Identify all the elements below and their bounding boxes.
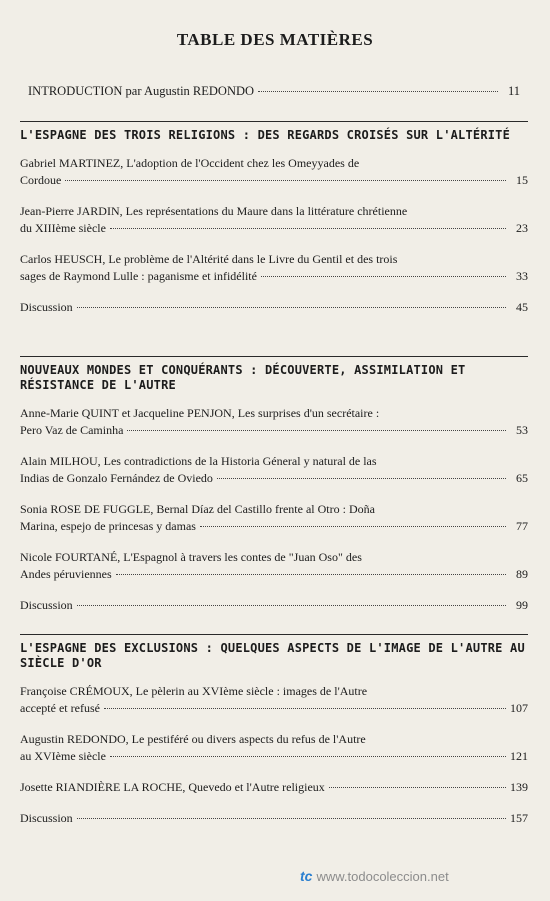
entry-line: Discussion: [20, 598, 73, 612]
entry-line: Nicole FOURTANÉ, L'Espagnol à travers les contes de "Juan Oso" des: [20, 550, 362, 564]
entry-line: Françoise CRÉMOUX, Le pèlerin au XVIème siècle : images de l'Autre: [20, 684, 368, 698]
entry-line: Carlos HEUSCH, Le problème de l'Altérité dans le Livre du Gentil et des trois: [20, 252, 398, 266]
entry-line: sages de Raymond Lulle : paganisme et infidélité: [20, 269, 257, 283]
toc-entry: [20, 155, 528, 189]
entry-page: 107: [510, 701, 528, 715]
entry-line: Gabriel MARTINEZ, L'adoption de l'Occident chez les Omeyyades de: [20, 156, 360, 170]
section-2: [20, 356, 528, 628]
leader-dots: [258, 91, 498, 92]
leader-dots: [329, 787, 506, 788]
entry-page: 15: [516, 173, 528, 187]
entry-line: Jean-Pierre JARDIN, Les représentations du Maure dans la littérature chrétienne: [20, 204, 408, 218]
leader-dots: [200, 526, 506, 527]
watermark-text: www.todocoleccion.net: [316, 868, 449, 884]
entry-line: du XIIIème siècle: [20, 221, 106, 235]
entry-page: 99: [516, 598, 528, 612]
section-1: [20, 121, 528, 330]
leader-dots: [116, 574, 506, 575]
leader-dots: [77, 818, 506, 819]
toc-entry: [20, 549, 528, 583]
entry-page: 23: [516, 221, 528, 235]
leader-dots: [127, 430, 506, 431]
leader-dots: [110, 228, 506, 229]
entry-line: Alain MILHOU, Les contradictions de la Historia Géneral y natural de las: [20, 454, 377, 468]
entry-page: 89: [516, 567, 528, 581]
section-heading: L'ESPAGNE DES TROIS RELIGIONS : DES REGARDS CROISÉS SUR L'ALTÉRITÉ: [20, 128, 511, 142]
toc-entry: [20, 597, 528, 614]
entry-page: 157: [510, 811, 528, 825]
entry-page: 77: [516, 519, 528, 533]
entry-line: Josette RIANDIÈRE LA ROCHE, Quevedo et l'Autre religieux: [20, 780, 325, 794]
entry-line: Andes péruviennes: [20, 567, 112, 581]
introduction-text: INTRODUCTION par Augustin REDONDO: [28, 84, 255, 98]
watermark: [300, 868, 449, 884]
toc-entry: [20, 810, 528, 827]
entry-line: Augustin REDONDO, Le pestiféré ou divers aspects du refus de l'Autre: [20, 732, 366, 746]
leader-dots: [77, 605, 506, 606]
leader-dots: [110, 756, 506, 757]
leader-dots: [65, 180, 506, 181]
entry-page: 139: [510, 780, 528, 794]
entry-page: 53: [516, 423, 528, 437]
section-rule: [20, 356, 528, 357]
toc-entry: [20, 501, 528, 535]
entry-line: Indias de Gonzalo Fernández de Oviedo: [20, 471, 213, 485]
introduction-page: 11: [507, 84, 520, 98]
section-3: [20, 634, 528, 841]
entry-page: 33: [516, 269, 528, 283]
introduction-entry: [28, 84, 520, 99]
toc-entry: [20, 405, 528, 439]
entry-page: 65: [516, 471, 528, 485]
page-title: TABLE DES MATIÈRES: [176, 30, 374, 49]
entry-line: Discussion: [20, 300, 73, 314]
entry-line: Anne-Marie QUINT et Jacqueline PENJON, Les surprises d'un secrétaire :: [20, 406, 380, 420]
entry-page: 121: [510, 749, 528, 763]
entry-line: Marina, espejo de princesas y damas: [20, 519, 196, 533]
toc-entry: [20, 683, 528, 717]
section-heading: NOUVEAUX MONDES ET CONQUÉRANTS : DÉCOUVERTE, ASSIMILATION ET RÉSISTANCE DE L'AUTRE: [20, 363, 466, 392]
leader-dots: [104, 708, 506, 709]
toc-entry: [20, 453, 528, 487]
toc-entry: [20, 299, 528, 316]
entry-line: Pero Vaz de Caminha: [20, 423, 124, 437]
section-rule: [20, 121, 528, 122]
entry-line: accepté et refusé: [20, 701, 100, 715]
toc-entry: [20, 203, 528, 237]
entry-line: au XVIème siècle: [20, 749, 106, 763]
leader-dots: [261, 276, 506, 277]
leader-dots: [217, 478, 506, 479]
toc-entry: [20, 779, 528, 796]
entry-page: 45: [516, 300, 528, 314]
entry-line: Discussion: [20, 811, 73, 825]
section-heading: L'ESPAGNE DES EXCLUSIONS : QUELQUES ASPECTS DE L'IMAGE DE L'AUTRE AU SIÈCLE D'OR: [20, 641, 525, 670]
toc-entry: [20, 251, 528, 285]
entry-line: Cordoue: [20, 173, 62, 187]
entry-line: Sonia ROSE DE FUGGLE, Bernal Díaz del Castillo frente al Otro : Doña: [20, 502, 375, 516]
toc-entry: [20, 731, 528, 765]
section-rule: [20, 634, 528, 635]
leader-dots: [77, 307, 506, 308]
todocoleccion-logo-icon: tc: [300, 868, 313, 884]
